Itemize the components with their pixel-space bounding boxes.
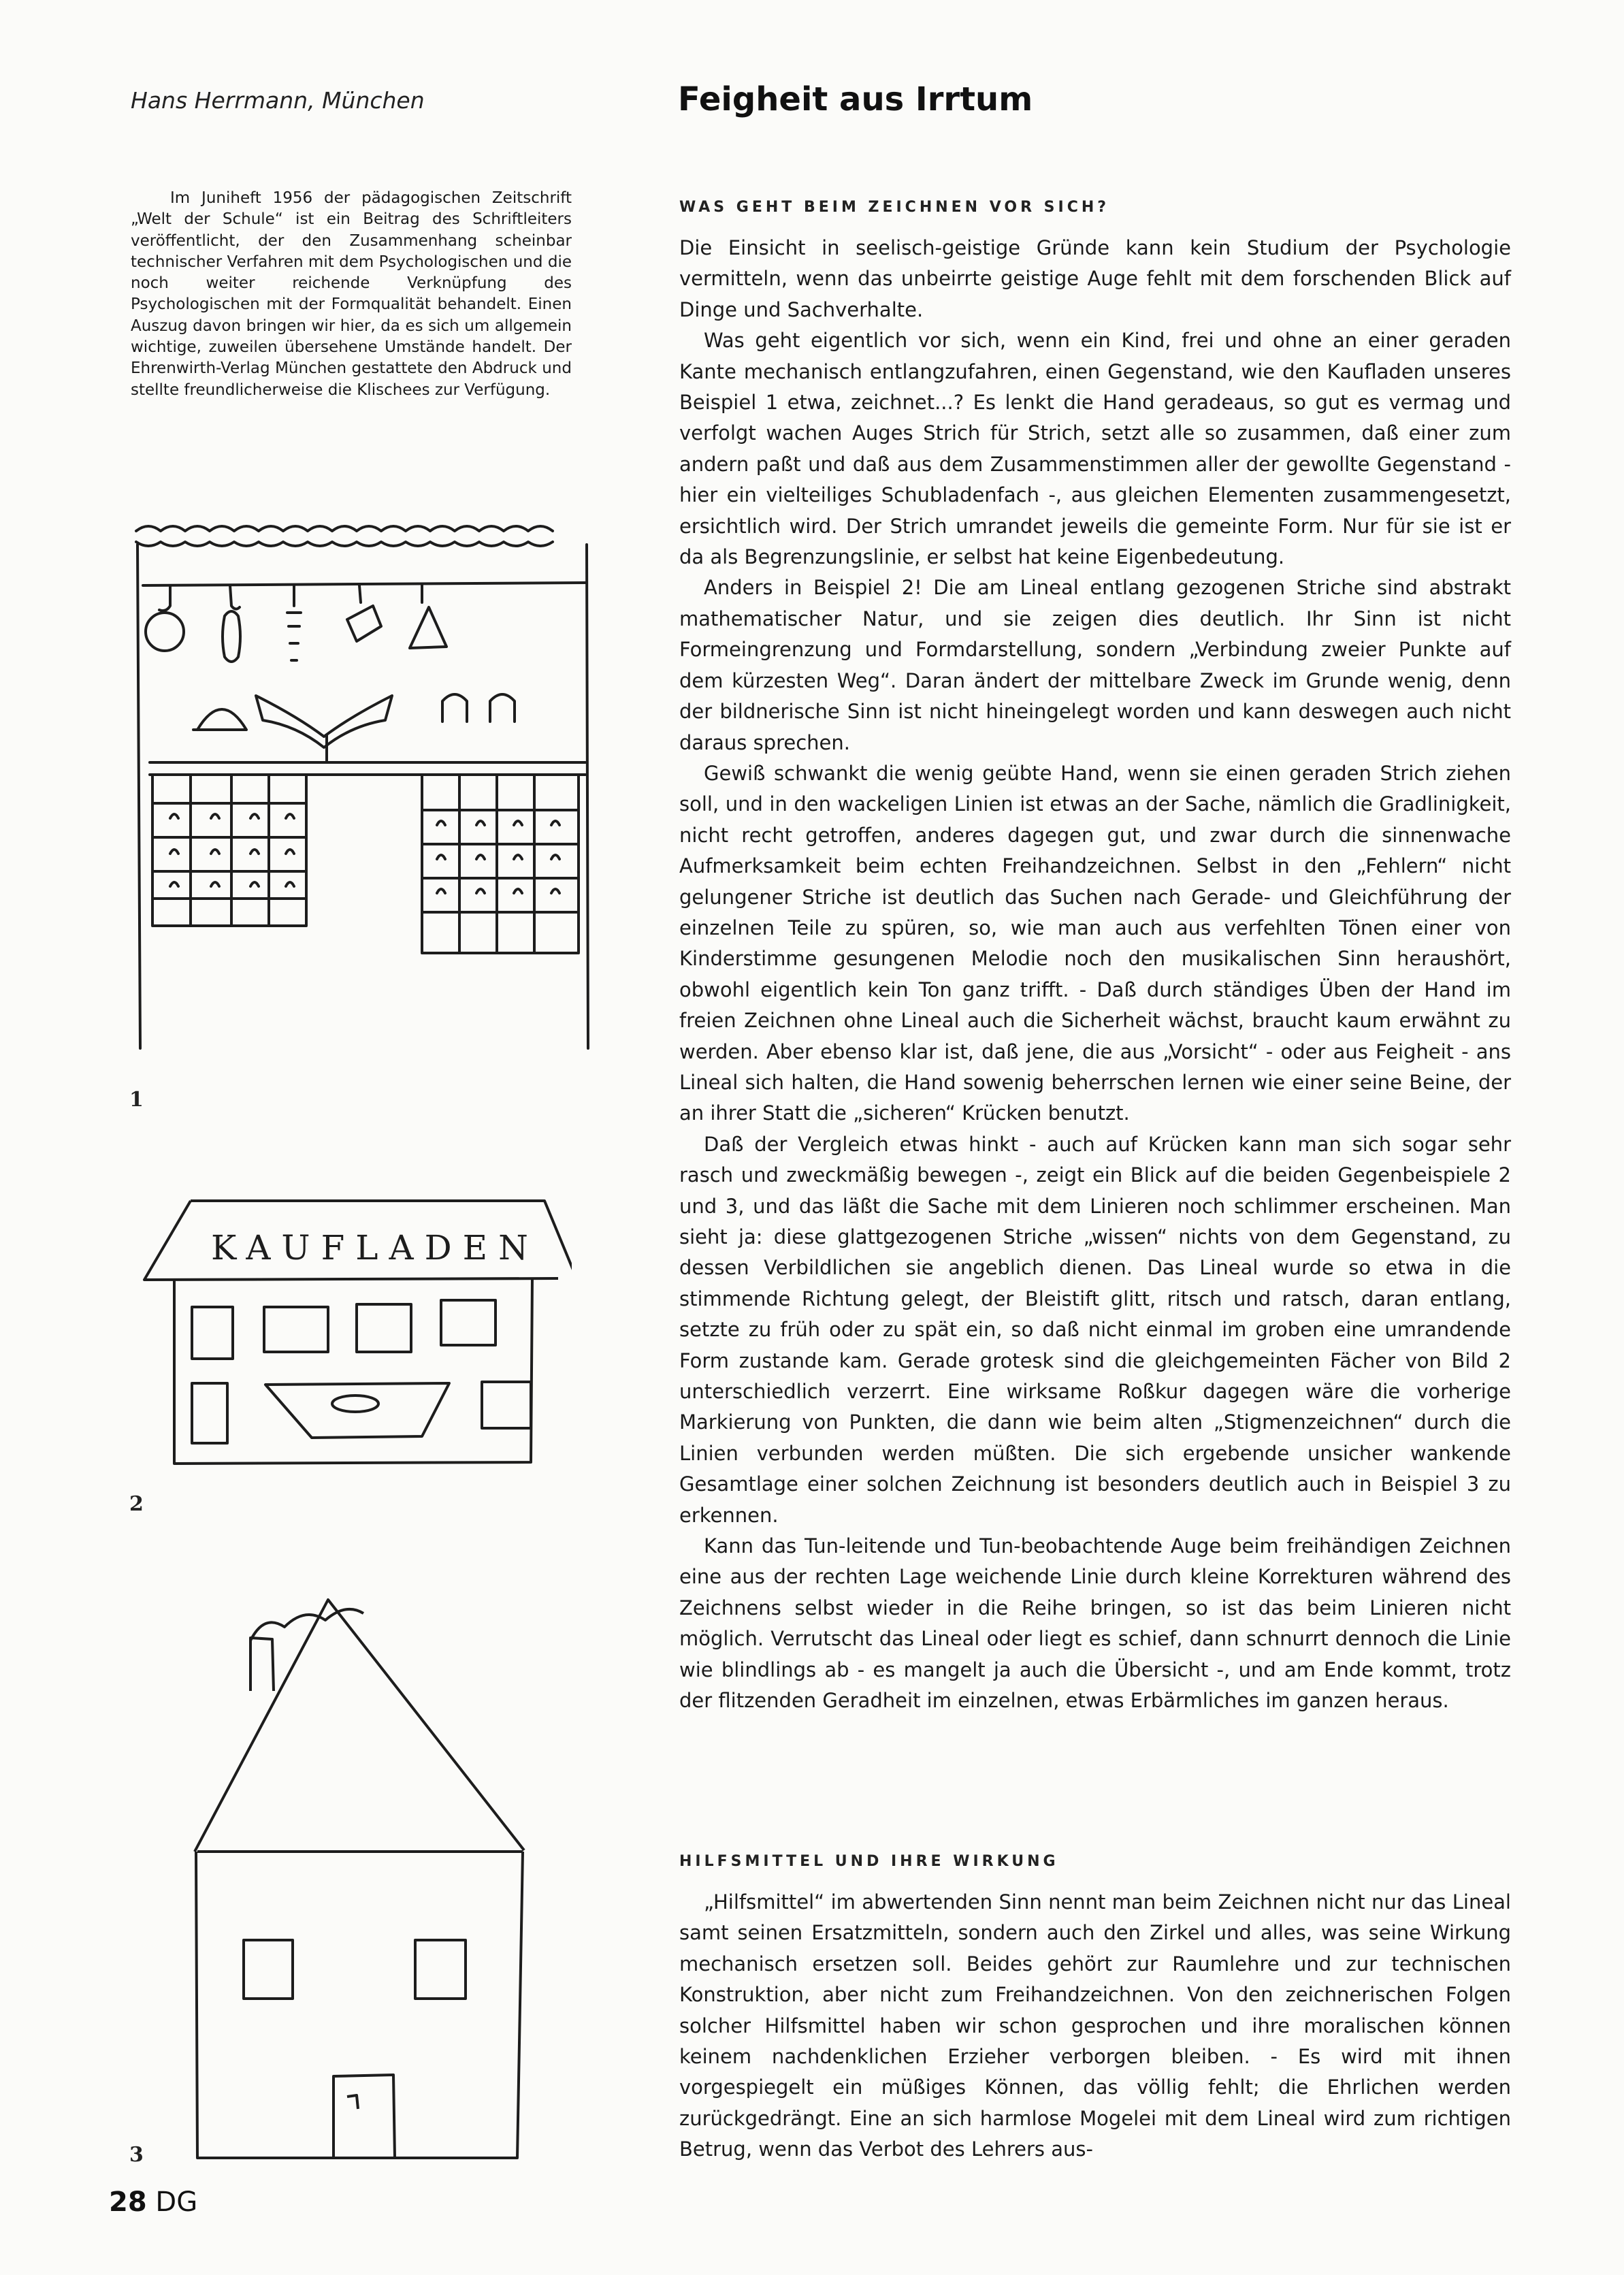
paragraph: „Hilfsmittel“ im abwertenden Sinn nennt man beim Zeichnen nicht nur das Lineal samt seinen Ersatzmitteln, sondern auch den Zirkel und alles, was seine Wirkung mechanisch ersetzen soll. Beides gehört zur Raumlehre und zur technischen Konstruktion, aber nicht zum Freihandzeichnen. Von den zeichnerischen Folgen solcher Hilfsmittel haben wir schon gesprochen und ihre moralischen können keinem nachdenklichen Erzieher verborgen bleiben. - Es wird mit ihnen vorgespiegelt ein müßiges Können, das völlig fehlt; die Ehrlichen werden zurückgedrängt. Eine an sich harmlose Mogelei mit dem Lineal wird zum richtigen Betrug, wenn das Verbot des Lehrers aus-	[679, 1890, 1511, 2161]
paragraph: Anders in Beispiel 2! Die am Lineal entlang gezogenen Striche sind abstrakt mathematischer Natur, und sie zeigen dies deutlich. Ihr Sinn ist nicht Formeingrenzung und Formdarstellung, sondern „Verbindung zweier Punkte auf dem kürzesten Weg“. Daran ändert der mittelbare Zweck im Grunde wenig, denn der bildnerische Sinn ist nicht hineingelegt worden und kann deswegen auch nicht daraus sprechen.	[679, 576, 1511, 754]
page-folio	[109, 2187, 197, 2218]
paragraph: Daß der Vergleich etwas hinkt - auch auf Krücken kann man sich sogar sehr rasch und zweckmäßig bewegen -, zeigt ein Blick auf die beiden Gegenbeispiele 2 und 3, und das läßt die Sache mit dem Linieren noch schlimmer erscheinen. Man sieht ja: diese glattgezogenen Striche „wissen“ nichts von dem Gegenstand, zu dessen Verbildlichen sie angeblich dienen. Das Lineal wurde so etwa in die stimmende Richtung gelegt, der Bleistift glitt, ritsch und ratsch, daran entlang, setzte zu früh oder zu spät ein, so daß nicht einmal im groben eine umrandende Form zustande kam. Gerade grotesk sind die gleichgemeinten Fächer von Bild 2 unterschiedlich verzerrt. Eine wirksame Roßkur dagegen wäre die vorherige Markierung von Punkten, die dann wie beim alten „Stigmenzeichnen“ durch die Linien verbunden werden müßten. Die sich ergebende unsicher wankende Gesamtlage einer solchen Zeichnung ist besonders deutlich auch in Beispiel 3 zu erkennen.	[679, 1132, 1511, 1527]
figure-2-drawing	[136, 1198, 572, 1477]
figure-3-number: 3	[129, 2143, 144, 2167]
author-line: Hans Herrmann, München	[131, 87, 425, 114]
intro-note	[131, 188, 572, 401]
page-number: 28	[109, 2187, 147, 2218]
figure-3-drawing	[177, 1572, 558, 2172]
figure-1-drawing	[123, 517, 599, 1062]
paragraph: Kann das Tun-leitende und Tun-beobachtende Auge beim freihändigen Zeichnen eine aus der rechten Lage weichende Linie durch kleine Korrekturen während des Zeichnens selbst wieder in die Reihe bringen, so ist das beim Linieren nicht möglich. Verrutscht das Lineal oder liegt es schief, dann schnurrt dennoch die Linie wie blindlings ab - es mangelt ja auch die Übersicht -, und am Ende kommt, trotz der flitzenden Geradheit im einzelnen, etwas Erbärmliches im ganzen heraus.	[679, 1534, 1511, 1713]
paragraph: Die Einsicht in seelisch-geistige Gründe kann kein Studium der Psychologie vermitteln, wenn das unbeirrte geistige Auge fehlt mit dem forschenden Blick auf Dinge und Sachverhalte.	[679, 236, 1511, 321]
section-1-heading: WAS GEHT BEIM ZEICHNEN VOR SICH?	[679, 199, 1110, 216]
paragraph: Gewiß schwankt die wenig geübte Hand, wenn sie einen geraden Strich ziehen soll, und in den wackeligen Linien ist etwas an der Sache, nämlich die Gradlinigkeit, nicht recht getroffen, anderes dagegen gut, und zwar durch die sinnenwache Aufmerksamkeit beim echten Freihandzeichnen. Selbst in den „Fehlern“ nicht gelungener Striche ist deutlich das Suchen nach Gerade- und Gleichführung der einzelnen Teile zu spüren, so, wie man auch aus verfehlten Tönen einer von Kinderstimme gesungenen Melodie noch den musikalischen Sinn heraushört, obwohl eigentlich kein Ton ganz trifft. - Daß durch ständiges Üben der Hand im freien Zeichnen ohne Lineal auch die Sicherheit wächst, braucht kaum erwähnt zu werden. Aber ebenso klar ist, daß jene, die aus „Vorsicht“ - oder aus Feigheit - ans Lineal sich halten, die Hand sowenig beherrschen lernen wie einer seine Beine, der an ihrer Statt die „sicheren“ Krücken benutzt.	[679, 761, 1511, 1125]
intro-paragraph: Im Juniheft 1956 der pädagogischen Zeitschrift „Welt der Schule“ ist ein Beitrag des Schriftleiters veröffentlicht, der den Zusammenhang scheinbar technischer Verfahren mit dem Psychologischen und die noch weiter reichende Verknüpfung des Psychologischen mit der Formqualität behandelt. Einen Auszug davon bringen wir hier, da es sich um allgemein wichtige, zuweilen übersehene Umstände handelt. Der Ehrenwirth-Verlag München gestattete den Abdruck und stellte freundlicherweise die Klischees zur Verfügung.	[131, 189, 572, 399]
section-1-body	[679, 233, 1511, 1717]
kaufladen-sign: KAUFLADEN	[211, 1228, 539, 1268]
figure-2-number: 2	[129, 1492, 144, 1516]
section-2-body	[679, 1887, 1511, 2165]
section-2-heading: HILFSMITTEL UND IHRE WIRKUNG	[679, 1853, 1059, 1870]
figure-1-number: 1	[129, 1088, 144, 1112]
journal-name: DG	[155, 2187, 198, 2218]
paragraph: Was geht eigentlich vor sich, wenn ein Kind, frei und ohne an einer geraden Kante mechanisch entlangzufahren, einen Gegenstand, wie den Kaufladen unseres Beispiel 1 etwa, zeichnet...? Es lenkt die Hand geradeaus, so gut es vermag und verfolgt wachen Auges Strich für Strich, setzt alle so zusammen, daß einer zum andern paßt und daß aus dem Zusammenstimmen aller der gewollte Gegenstand - hier ein vielteiliges Schubladenfach -, aus gleichen Elementen zusammengesetzt, ersichtlich wird. Der Strich umrandet jeweils die gemeinte Form. Nur für sie ist er da als Begrenzungslinie, er selbst hat keine Eigenbedeutung.	[679, 329, 1511, 569]
article-title: Feigheit aus Irrtum	[678, 80, 1033, 118]
